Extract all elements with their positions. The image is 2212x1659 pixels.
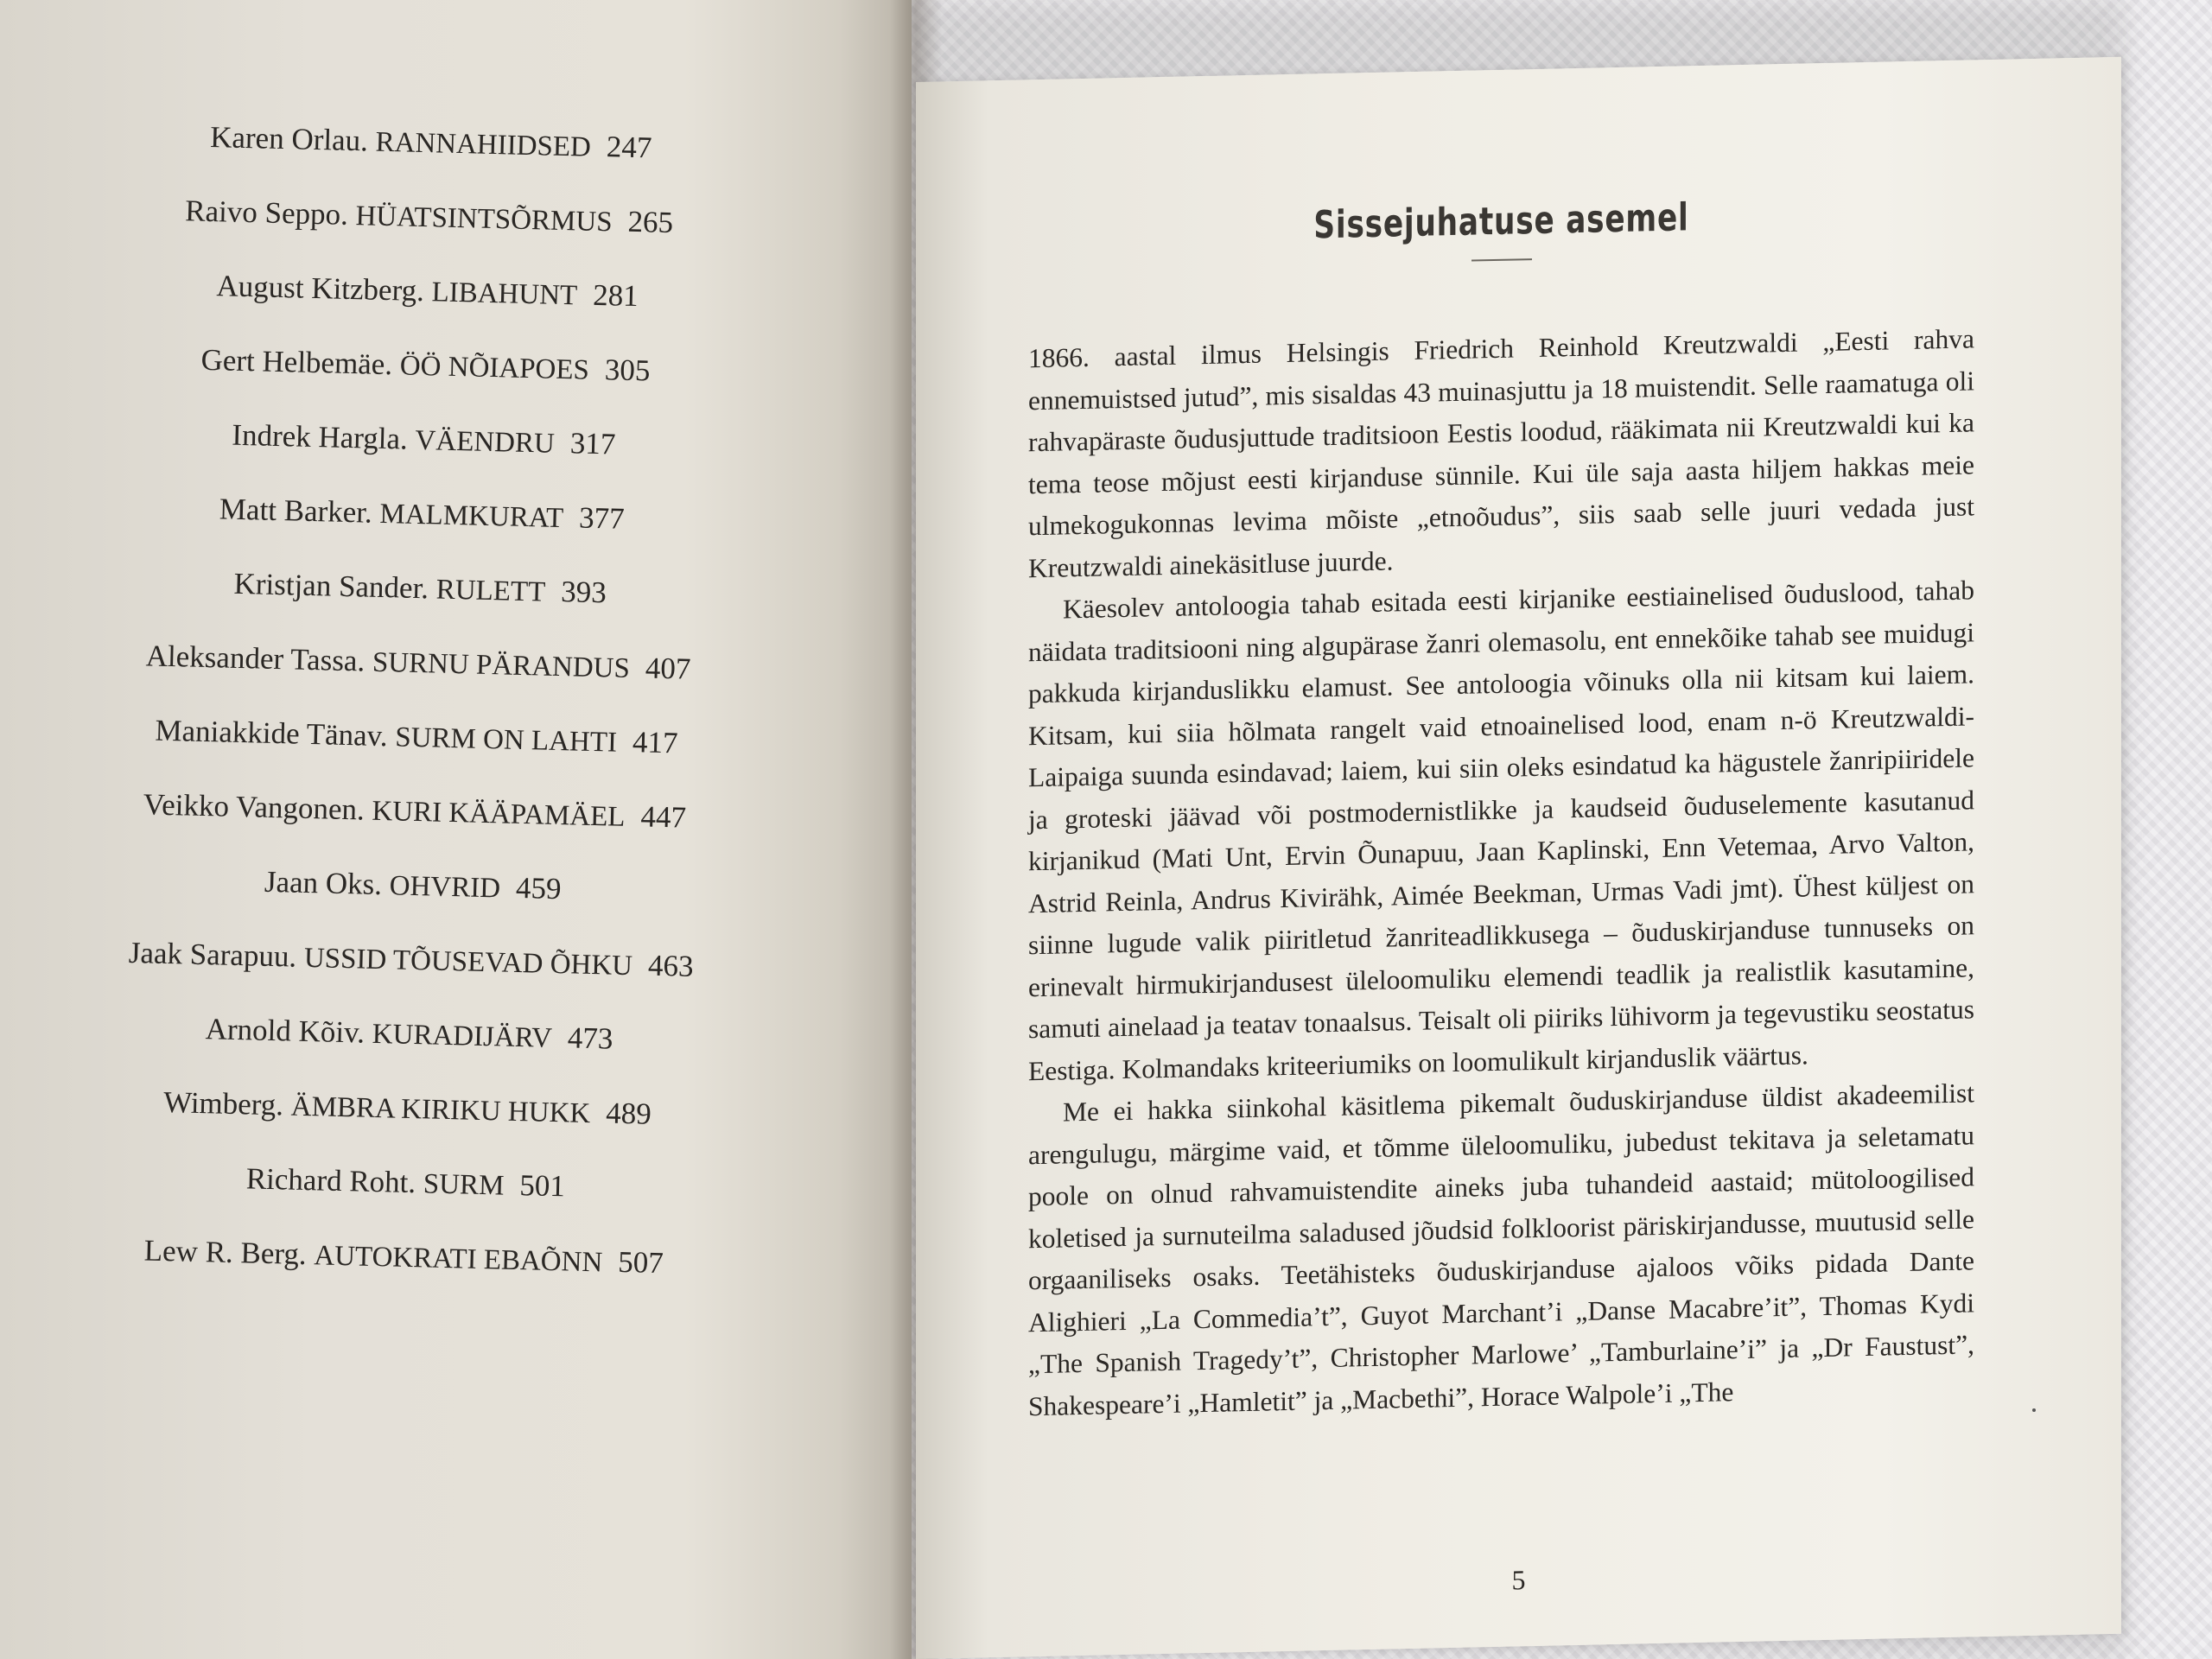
- toc-title: ÖÖ NÕIAPOES: [399, 350, 590, 386]
- toc-author: Lew R. Berg.: [143, 1233, 308, 1272]
- toc-page-number: 281: [592, 277, 639, 314]
- toc-author: Raivo Seppo.: [184, 194, 349, 232]
- right-page: [916, 57, 2121, 1659]
- toc-page-number: 407: [645, 651, 691, 686]
- toc-page-number: 305: [604, 353, 651, 388]
- toc-author: Karen Orlau.: [209, 119, 369, 158]
- speck: [2032, 1408, 2036, 1412]
- toc-page-number: 393: [560, 575, 607, 610]
- toc-title: LIBAHUNT: [431, 276, 578, 312]
- toc-page-number: 265: [627, 204, 674, 240]
- toc-page-number: 317: [569, 426, 616, 461]
- toc-author: Jaak Sarapuu.: [128, 935, 297, 974]
- toc-title: RULETT: [435, 574, 546, 608]
- toc-author: Wimberg.: [162, 1084, 284, 1122]
- toc-page-number: 377: [578, 500, 626, 536]
- toc-author: Gert Helbemäe.: [200, 342, 393, 382]
- toc-title: SURM ON LAHTI: [394, 721, 618, 759]
- toc-author: August Kitzberg.: [216, 269, 425, 308]
- toc-author: Kristjan Sander.: [233, 566, 429, 606]
- table-of-contents: [0, 95, 864, 1305]
- toc-title: RANNAHIIDSED: [375, 126, 592, 163]
- paragraph: 1866. aastal ilmus Helsingis Friedrich Reinhold Kreutzwaldi „Eesti rahva ennemuistsed jutud”, mis sisaldas 43 muinasjuttu ja 18 muistendit. Selle raamatuga oli rahvapäraste õudusjuttude traditsioon Eestis loodud, rääkimata nii Kreutzwaldi kui ka tema teose mõjust eesti kirjanduse sünnile. Kui üle saja aasta hiljem hakkas meie ulmekogukonnas levima mõiste „etnoõudus”, siis saab selle juuri vedada just Kreutzwaldi ainekäsitluse juurde.: [1028, 323, 1974, 583]
- page-number: 5: [1511, 1564, 1526, 1596]
- toc-title: SURNU PÄRANDUS: [372, 646, 631, 685]
- chapter-heading: Sissejuhatuse asemel: [1313, 195, 1689, 248]
- toc-title: MALMKURAT: [379, 498, 564, 535]
- toc-title: OHVRID: [389, 870, 501, 905]
- right-page-content: [1028, 189, 1974, 1427]
- toc-title: SURM: [423, 1168, 505, 1202]
- toc-page-number: 247: [606, 130, 652, 165]
- toc-author: Richard Roht.: [245, 1161, 416, 1200]
- toc-title: VÄENDRU: [415, 424, 556, 460]
- body-text: [1028, 318, 1974, 1427]
- paragraph: Me ei hakka siinkohal käsitlema pikemalt õuduskirjanduse üldist akadeemilist arengulugu, märgime vaid, et tõmme üleloomuliku, jubedust tekitava ja seletamatu poole on olnud rahvamuistendite aineks juba tuhandeid aastaid; mütoloogilised koletised ja surnuteilma saladused jõudsid folkloorist päriskirjandusse, muutusid selle orgaaniliseks osaks. Teetähisteks õuduskirjanduse ajaloos võiks pidada Dante Alighieri „La Commedia’t”, Guyot Marchant’i „Danse Macabre’it”, Thomas Kydi „The Spanish Tragedy’t”, Christopher Marlowe’ „Tamburlaine’i” ja „Dr Faustust”, Shakespeare’i „Hamletit” ja „Macbethi”, Horace Walpole’i „The: [1028, 1077, 1974, 1421]
- toc-author: Aleksander Tassa.: [145, 639, 365, 678]
- paragraph: Käesolev antoloogia tahab esitada eesti kirjanike eestiainelised õuduslood, tahab näidata traditsiooni ning algupärase žanri olemasolu, ent ennekõike tahab see muidugi pakkuda kirjanduslikku elamust. See antoloogia võinuks olla nii kitsam kui laiem. Kitsam, kui siia hõlmata rangelt vaid etnoainelised lood, enam n-ö Kreutzwaldi-Laipaiga suunda esindavad; laiem, kui siin oleks esindatud ka hägustele žanripiiridele ja groteski jäävad või postmodernistlikke ja kaudseid õuduselemente kasutanud kirjanikud (Mati Unt, Ervin Õunapuu, Jaan Kaplinski, Enn Vetemaa, Arvo Valton, Astrid Reinla, Andrus Kivirähk, Aimée Beekman, Urmas Vadi jmt). Ühest küljest on siinne lugude valik piiritletud žanriteadlikkusega – õuduskirjanduse tunnuseks on erinevalt hirmukirjandusest üleloomuliku elemendi teadlik ja realistlik kasutamine, samuti ainelaad ja teatav tonaalsus. Teisalt oli piiriks lühivorm ja tegevustiku seostatus Eestiga. Kolmandaks kriteeriumiks on loomulikult kirjanduslik väärtus.: [1028, 575, 1974, 1086]
- toc-page-number: 501: [518, 1168, 566, 1204]
- toc-page-number: 417: [632, 725, 678, 760]
- toc-title: USSID TÕUSEVAD ÕHKU: [303, 942, 633, 982]
- toc-author: Indrek Hargla.: [231, 417, 409, 456]
- toc-page-number: 459: [515, 870, 563, 906]
- toc-author: Veikko Vangonen.: [143, 787, 365, 827]
- toc-title: ÄMBRA KIRIKU HUKK: [290, 1090, 591, 1130]
- toc-title: KURADIJÄRV: [372, 1018, 553, 1054]
- toc-author: Arnold Kõiv.: [205, 1012, 365, 1050]
- left-page: [0, 0, 912, 1659]
- toc-page-number: 473: [567, 1020, 613, 1056]
- toc-author: Matt Barker.: [219, 492, 373, 530]
- toc-page-number: 507: [617, 1244, 664, 1281]
- toc-author: Maniakkide Tänav.: [155, 713, 389, 753]
- toc-page-number: 447: [640, 799, 687, 835]
- toc-title: AUTOKRATI EBAÕNN: [313, 1240, 603, 1279]
- toc-title: KURI KÄÄPAMÄEL: [372, 795, 626, 833]
- toc-page-number: 489: [605, 1096, 652, 1131]
- toc-title: HÜATSINTSÕRMUS: [355, 200, 613, 238]
- toc-author: Jaan Oks.: [264, 864, 383, 902]
- toc-page-number: 463: [647, 948, 694, 983]
- heading-rule: [1471, 258, 1532, 261]
